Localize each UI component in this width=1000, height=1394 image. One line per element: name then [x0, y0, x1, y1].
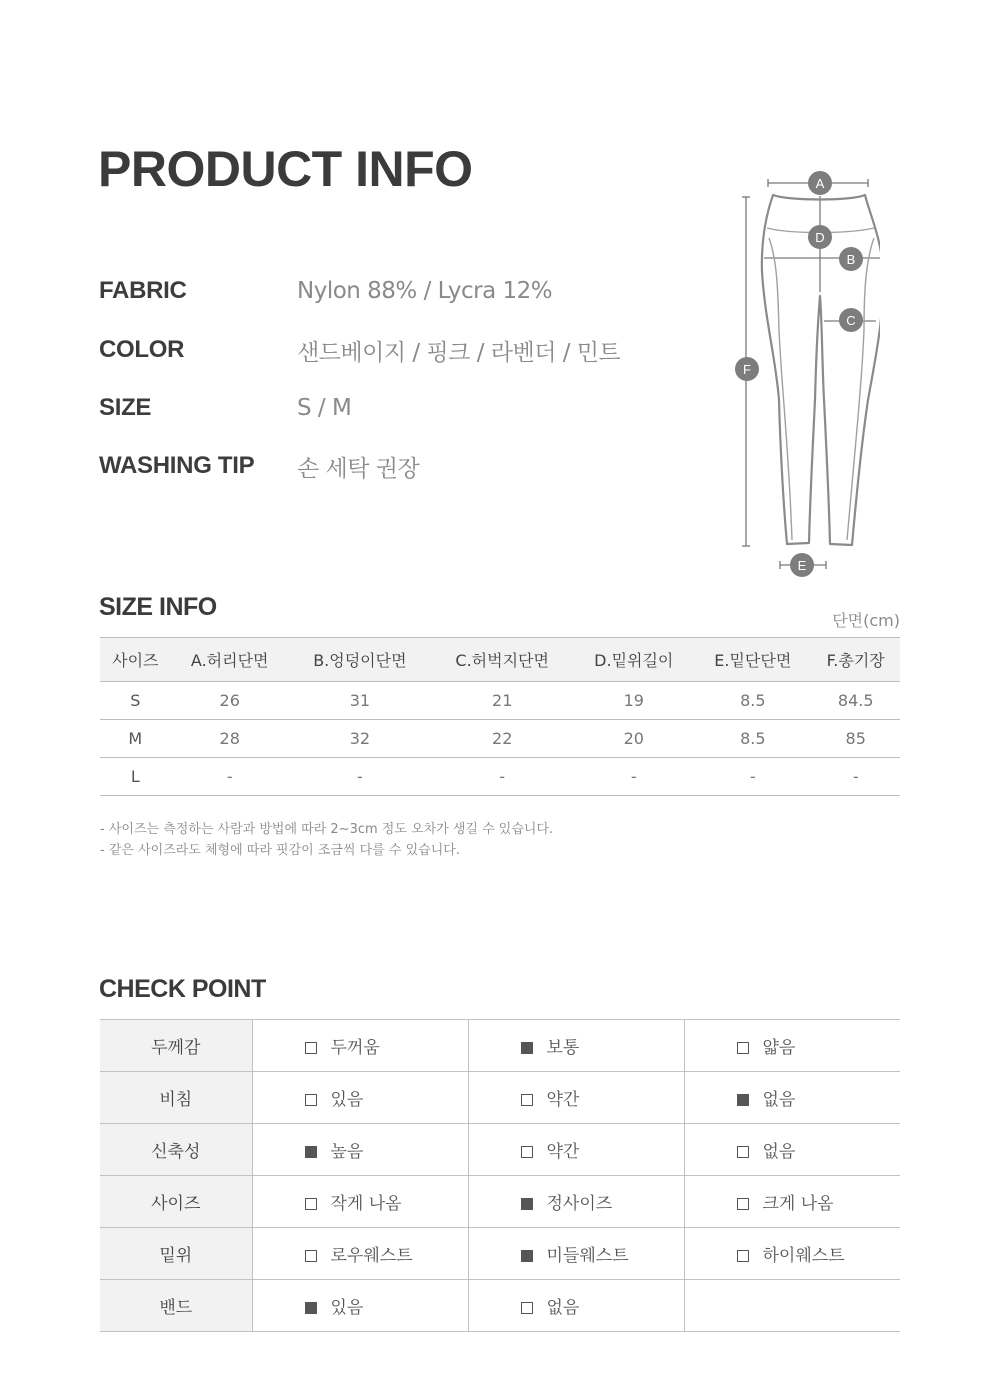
unchecked-box-icon — [737, 1198, 749, 1210]
size-table — [100, 637, 900, 796]
check-option — [252, 1280, 468, 1332]
table-cell: L — [100, 758, 171, 796]
checked-box-icon — [521, 1250, 533, 1262]
check-option-label: 크게 나옴 — [762, 1194, 834, 1214]
unchecked-box-icon — [521, 1094, 533, 1106]
check-option — [468, 1228, 684, 1280]
check-row — [100, 1280, 900, 1332]
unchecked-box-icon — [737, 1146, 749, 1158]
check-row — [100, 1020, 900, 1072]
check-option — [468, 1072, 684, 1124]
check-category: 신축성 — [100, 1124, 252, 1176]
check-category: 밑위 — [100, 1228, 252, 1280]
info-value: 샌드베이지 / 핑크 / 라벤더 / 민트 — [297, 339, 621, 366]
table-cell: 21 — [431, 682, 573, 720]
unchecked-box-icon — [737, 1042, 749, 1054]
check-category: 사이즈 — [100, 1176, 252, 1228]
check-option-label: 보통 — [546, 1038, 580, 1058]
check-option-label: 있음 — [330, 1298, 364, 1318]
table-cell: 26 — [171, 682, 289, 720]
table-cell: 8.5 — [694, 720, 811, 758]
unchecked-box-icon — [305, 1198, 317, 1210]
checked-box-icon — [521, 1198, 533, 1210]
header-cell: B.엉덩이단면 — [289, 638, 431, 682]
check-option-label: 로우웨스트 — [330, 1246, 413, 1266]
check-option-label: 약간 — [546, 1090, 580, 1110]
table-row — [100, 682, 900, 720]
table-cell: 22 — [431, 720, 573, 758]
check-row — [100, 1124, 900, 1176]
label-c: C — [846, 313, 856, 328]
info-value: 손 세탁 권장 — [297, 455, 420, 482]
check-option-label: 높음 — [330, 1142, 364, 1162]
check-option-label: 없음 — [546, 1298, 580, 1318]
unchecked-box-icon — [305, 1094, 317, 1106]
label-a: A — [815, 176, 825, 191]
check-row — [100, 1072, 900, 1124]
check-option — [468, 1176, 684, 1228]
size-info-title: SIZE INFO — [99, 593, 217, 621]
check-option — [468, 1020, 684, 1072]
table-cell: - — [694, 758, 811, 796]
check-option — [468, 1124, 684, 1176]
label-e: E — [797, 558, 807, 573]
check-option — [684, 1020, 900, 1072]
check-option-label: 정사이즈 — [546, 1194, 613, 1214]
table-cell: - — [289, 758, 431, 796]
check-option — [684, 1228, 900, 1280]
check-option-label: 약간 — [546, 1142, 580, 1162]
check-category: 비침 — [100, 1072, 252, 1124]
note-line: - 같은 사이즈라도 체형에 따라 핏감이 조금씩 다를 수 있습니다. — [100, 843, 460, 858]
header-cell: C.허벅지단면 — [431, 638, 573, 682]
table-cell: 8.5 — [694, 682, 811, 720]
table-cell: S — [100, 682, 171, 720]
page-title: PRODUCT INFO — [98, 141, 473, 197]
table-cell: 20 — [573, 720, 694, 758]
table-cell: 31 — [289, 682, 431, 720]
label-d: D — [815, 230, 825, 245]
table-row — [100, 720, 900, 758]
leggings-diagram — [730, 170, 880, 580]
header-cell: A.허리단면 — [171, 638, 289, 682]
table-cell: - — [171, 758, 289, 796]
unchecked-box-icon — [521, 1146, 533, 1158]
check-row — [100, 1176, 900, 1228]
table-cell: M — [100, 720, 171, 758]
unchecked-box-icon — [305, 1250, 317, 1262]
label-f: F — [743, 362, 751, 377]
unchecked-box-icon — [521, 1302, 533, 1314]
unit-label: 단면(cm) — [832, 611, 900, 630]
size-notes — [100, 819, 553, 861]
table-cell: 19 — [573, 682, 694, 720]
header-cell: 사이즈 — [100, 638, 171, 682]
check-option — [252, 1124, 468, 1176]
table-cell: 32 — [289, 720, 431, 758]
checked-box-icon — [305, 1146, 317, 1158]
info-row-washing-tip — [99, 451, 419, 481]
check-category: 밴드 — [100, 1280, 252, 1332]
table-cell: - — [573, 758, 694, 796]
check-option — [252, 1228, 468, 1280]
info-label: COLOR — [99, 336, 185, 363]
info-value: Nylon 88% / Lycra 12% — [297, 278, 553, 304]
check-option-label: 하이웨스트 — [762, 1246, 845, 1266]
header-cell: F.총기장 — [811, 638, 900, 682]
table-cell: 84.5 — [811, 682, 900, 720]
check-option-label: 미들웨스트 — [546, 1246, 629, 1266]
check-option-label: 얇음 — [762, 1038, 796, 1058]
check-option-label: 있음 — [330, 1090, 364, 1110]
check-option — [684, 1280, 900, 1332]
header-cell: E.밑단단면 — [694, 638, 811, 682]
note-line: - 사이즈는 측정하는 사람과 방법에 따라 2~3cm 정도 오차가 생길 수 있습니다. — [100, 822, 554, 837]
check-point-title: CHECK POINT — [99, 975, 266, 1003]
check-option — [684, 1124, 900, 1176]
check-option-label: 없음 — [762, 1142, 796, 1162]
info-value: S / M — [297, 395, 352, 421]
info-row-color — [99, 335, 620, 365]
info-label: WASHING TIP — [99, 452, 255, 479]
label-b: B — [846, 252, 856, 267]
checked-box-icon — [737, 1094, 749, 1106]
check-option — [252, 1176, 468, 1228]
table-cell: - — [811, 758, 900, 796]
check-point-table — [100, 1019, 900, 1332]
size-table-header — [100, 638, 900, 682]
info-row-fabric — [99, 276, 552, 306]
check-option — [468, 1280, 684, 1332]
info-row-size — [99, 393, 351, 423]
unchecked-box-icon — [737, 1250, 749, 1262]
table-cell: 28 — [171, 720, 289, 758]
checked-box-icon — [521, 1042, 533, 1054]
check-option — [684, 1176, 900, 1228]
checked-box-icon — [305, 1302, 317, 1314]
check-category: 두께감 — [100, 1020, 252, 1072]
check-option — [252, 1020, 468, 1072]
unchecked-box-icon — [305, 1042, 317, 1054]
check-option-label: 두꺼움 — [330, 1038, 380, 1058]
check-option — [684, 1072, 900, 1124]
info-label: FABRIC — [99, 277, 187, 304]
table-cell: - — [431, 758, 573, 796]
table-row — [100, 758, 900, 796]
table-cell: 85 — [811, 720, 900, 758]
check-option-label: 없음 — [762, 1090, 796, 1110]
check-option-label: 작게 나옴 — [330, 1194, 402, 1214]
check-option — [252, 1072, 468, 1124]
header-cell: D.밑위길이 — [573, 638, 694, 682]
info-label: SIZE — [99, 394, 152, 421]
check-row — [100, 1228, 900, 1280]
